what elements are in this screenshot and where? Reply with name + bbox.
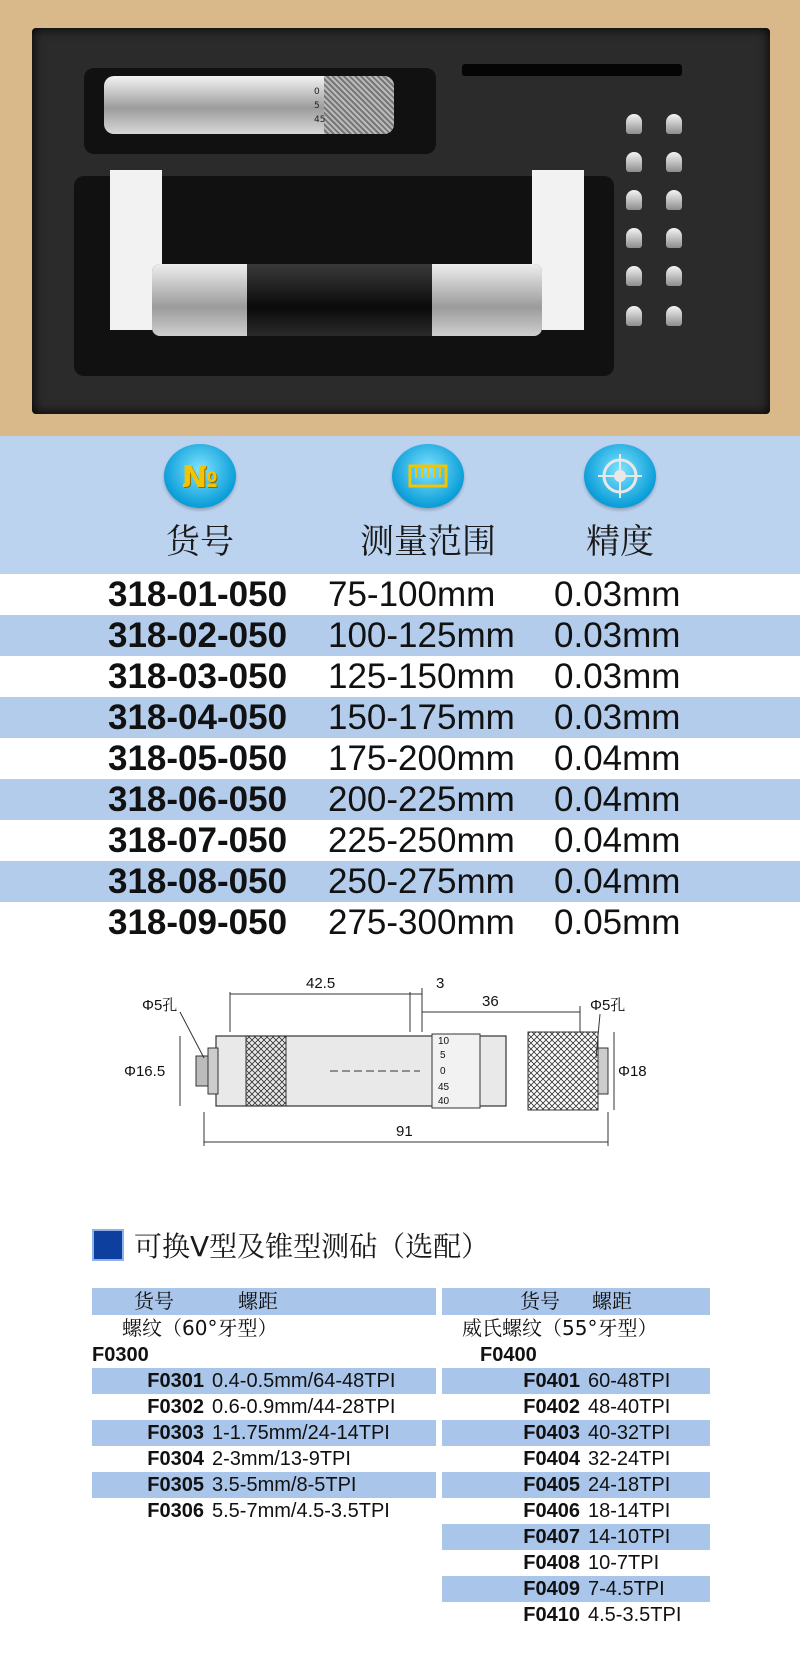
table-row xyxy=(92,1368,436,1394)
right-cap xyxy=(598,1048,608,1094)
code-cell: F0303 xyxy=(147,1422,204,1444)
table-row xyxy=(442,1472,710,1498)
code-cell: F0407 xyxy=(523,1526,580,1548)
pitch-cell: 18-14TPI xyxy=(588,1500,671,1522)
measuring-range: 200-225mm xyxy=(328,780,515,819)
thimble-scale xyxy=(254,76,354,134)
measuring-range: 275-300mm xyxy=(328,903,515,942)
tip xyxy=(666,266,682,286)
item-code: 318-06-050 xyxy=(108,780,288,819)
pitch-cell: 1-1.75mm/24-14TPI xyxy=(212,1422,390,1444)
table-header xyxy=(442,1288,710,1315)
spec-row xyxy=(0,861,800,902)
dim-36: 36 xyxy=(482,993,499,1010)
pitch-cell: 7-4.5TPI xyxy=(588,1578,665,1600)
code-cell: F0401 xyxy=(523,1370,580,1392)
table-row xyxy=(442,1420,710,1446)
dia-right: Φ18 xyxy=(618,1063,647,1080)
group-code: F0400 xyxy=(480,1344,537,1366)
tip xyxy=(626,190,642,210)
tip xyxy=(626,152,642,172)
tip xyxy=(626,266,642,286)
header-code: 货号 xyxy=(520,1289,560,1313)
code-cell: F0402 xyxy=(523,1396,580,1418)
header-column-accuracy xyxy=(530,444,710,563)
dim-91: 91 xyxy=(396,1123,413,1140)
header-label-range: 测量范围 xyxy=(360,522,496,562)
thimble-mark: 10 xyxy=(438,1036,450,1047)
accuracy: 0.05mm xyxy=(554,903,681,942)
dimension-drawing xyxy=(120,962,680,1162)
table-header xyxy=(92,1288,436,1315)
accessory-table-right xyxy=(442,1288,710,1628)
thimble-mark: 0 xyxy=(314,87,320,97)
spanner-wrench xyxy=(462,64,682,76)
table-row xyxy=(92,1420,436,1446)
thimble-mark: 5 xyxy=(440,1050,446,1061)
left-anvil xyxy=(196,1056,208,1086)
pitch-cell: 24-18TPI xyxy=(588,1474,671,1496)
spec-row xyxy=(0,697,800,738)
tip xyxy=(666,114,682,134)
accuracy: 0.03mm xyxy=(554,575,681,614)
table-row xyxy=(92,1394,436,1420)
pitch-cell: 10-7TPI xyxy=(588,1552,660,1574)
header-column-range xyxy=(338,444,518,563)
pitch-cell: 2-3mm/13-9TPI xyxy=(212,1448,351,1470)
tip xyxy=(666,228,682,248)
accuracy: 0.03mm xyxy=(554,698,681,737)
spec-row xyxy=(0,574,800,615)
table-row xyxy=(92,1472,436,1498)
measuring-range: 150-175mm xyxy=(328,698,515,737)
pitch-cell: 3.5-5mm/8-5TPI xyxy=(212,1474,357,1496)
tip xyxy=(666,152,682,172)
measuring-range: 225-250mm xyxy=(328,821,515,860)
header-label-code: 货号 xyxy=(166,522,234,562)
spec-header xyxy=(0,436,800,574)
table-row xyxy=(442,1524,710,1550)
measuring-range-icon xyxy=(392,444,464,508)
pitch-cell: 60-48TPI xyxy=(588,1370,671,1392)
spec-row xyxy=(0,615,800,656)
item-code: 318-04-050 xyxy=(108,698,288,737)
spec-row xyxy=(0,738,800,779)
item-code: 318-05-050 xyxy=(108,739,288,778)
accuracy: 0.04mm xyxy=(554,780,681,819)
pitch-cell: 0.6-0.9mm/44-28TPI xyxy=(212,1396,396,1418)
header-label-accuracy: 精度 xyxy=(586,522,654,562)
accessory-table-left xyxy=(92,1288,436,1524)
table-subtitle: 螺纹（60°牙型） xyxy=(122,1316,278,1340)
measuring-range: 125-150mm xyxy=(328,657,515,696)
code-cell: F0302 xyxy=(147,1396,204,1418)
dia-left: Φ16.5 xyxy=(124,1063,166,1080)
hole-label-left: Φ5孔 xyxy=(142,997,178,1014)
section-title xyxy=(92,1226,489,1264)
spec-row xyxy=(0,656,800,697)
table-row xyxy=(442,1446,710,1472)
tip xyxy=(626,306,642,326)
accuracy: 0.04mm xyxy=(554,821,681,860)
hole-label-right: Φ5孔 xyxy=(590,997,626,1014)
header-pitch: 螺距 xyxy=(238,1289,278,1313)
interchangeable-tips xyxy=(620,114,700,334)
item-code: 318-07-050 xyxy=(108,821,288,860)
accuracy: 0.04mm xyxy=(554,739,681,778)
table-row xyxy=(92,1446,436,1472)
table-row xyxy=(442,1394,710,1420)
spec-row xyxy=(0,902,800,943)
micrometer-head xyxy=(104,76,394,134)
item-code: 318-08-050 xyxy=(108,862,288,901)
product-photo xyxy=(0,0,800,436)
measuring-range: 175-200mm xyxy=(328,739,515,778)
measuring-range: 100-125mm xyxy=(328,616,515,655)
table-row xyxy=(442,1550,710,1576)
code-cell: F0406 xyxy=(523,1500,580,1522)
tip xyxy=(626,114,642,134)
square-bullet-icon xyxy=(92,1229,124,1261)
foam-case xyxy=(32,28,770,414)
spec-row xyxy=(0,779,800,820)
pitch-cell: 0.4-0.5mm/64-48TPI xyxy=(212,1370,396,1392)
accuracy: 0.03mm xyxy=(554,657,681,696)
tip xyxy=(666,190,682,210)
accuracy: 0.04mm xyxy=(554,862,681,901)
pitch-cell: 32-24TPI xyxy=(588,1448,671,1470)
number-sign-icon xyxy=(164,444,236,508)
dim-42-5: 42.5 xyxy=(306,975,336,992)
tip xyxy=(666,306,682,326)
code-cell: F0305 xyxy=(147,1474,204,1496)
thimble-mark: 45 xyxy=(438,1082,450,1093)
accuracy: 0.03mm xyxy=(554,616,681,655)
item-code: 318-03-050 xyxy=(108,657,288,696)
table-row xyxy=(92,1498,436,1524)
leader-line xyxy=(180,1012,204,1058)
pitch-cell: 48-40TPI xyxy=(588,1396,671,1418)
tip xyxy=(626,228,642,248)
precision-target-icon xyxy=(584,444,656,508)
right-knurl xyxy=(528,1032,598,1110)
item-code: 318-02-050 xyxy=(108,616,288,655)
code-cell: F0403 xyxy=(523,1422,580,1444)
extension-rod xyxy=(152,264,542,336)
thimble-mark: 40 xyxy=(438,1096,450,1107)
number-glyph: № xyxy=(181,460,219,495)
table-row xyxy=(442,1498,710,1524)
measuring-range: 75-100mm xyxy=(328,575,496,614)
drawing-svg xyxy=(120,962,680,1162)
pitch-cell: 4.5-3.5TPI xyxy=(588,1604,682,1626)
thimble-mark: 0 xyxy=(440,1066,446,1077)
thimble-mark: 5 xyxy=(314,101,320,111)
code-cell: F0410 xyxy=(523,1604,580,1626)
spec-row xyxy=(0,820,800,861)
left-knurl xyxy=(246,1036,286,1106)
table-subtitle: 威氏螺纹（55°牙型） xyxy=(462,1316,658,1340)
dim-3: 3 xyxy=(436,975,445,992)
pitch-cell: 5.5-7mm/4.5-3.5TPI xyxy=(212,1500,390,1522)
measuring-range: 250-275mm xyxy=(328,862,515,901)
header-pitch: 螺距 xyxy=(592,1289,632,1313)
thimble-mark: 45 xyxy=(314,115,326,125)
pitch-cell: 14-10TPI xyxy=(588,1526,671,1548)
table-row xyxy=(442,1576,710,1602)
section-title-text: 可换V型及锥型测砧（选配） xyxy=(134,1230,490,1263)
left-cap xyxy=(208,1048,218,1094)
code-cell: F0408 xyxy=(523,1552,580,1574)
code-cell: F0404 xyxy=(523,1448,580,1470)
table-row xyxy=(442,1602,710,1628)
pitch-cell: 40-32TPI xyxy=(588,1422,671,1444)
code-cell: F0301 xyxy=(147,1370,204,1392)
item-code: 318-09-050 xyxy=(108,903,288,942)
code-cell: F0409 xyxy=(523,1578,580,1600)
code-cell: F0405 xyxy=(523,1474,580,1496)
header-column-code xyxy=(110,444,290,563)
group-code: F0300 xyxy=(92,1344,149,1366)
item-code: 318-01-050 xyxy=(108,575,288,614)
code-cell: F0304 xyxy=(147,1448,204,1470)
code-cell: F0306 xyxy=(147,1500,204,1522)
header-code: 货号 xyxy=(134,1289,174,1313)
table-row xyxy=(442,1368,710,1394)
